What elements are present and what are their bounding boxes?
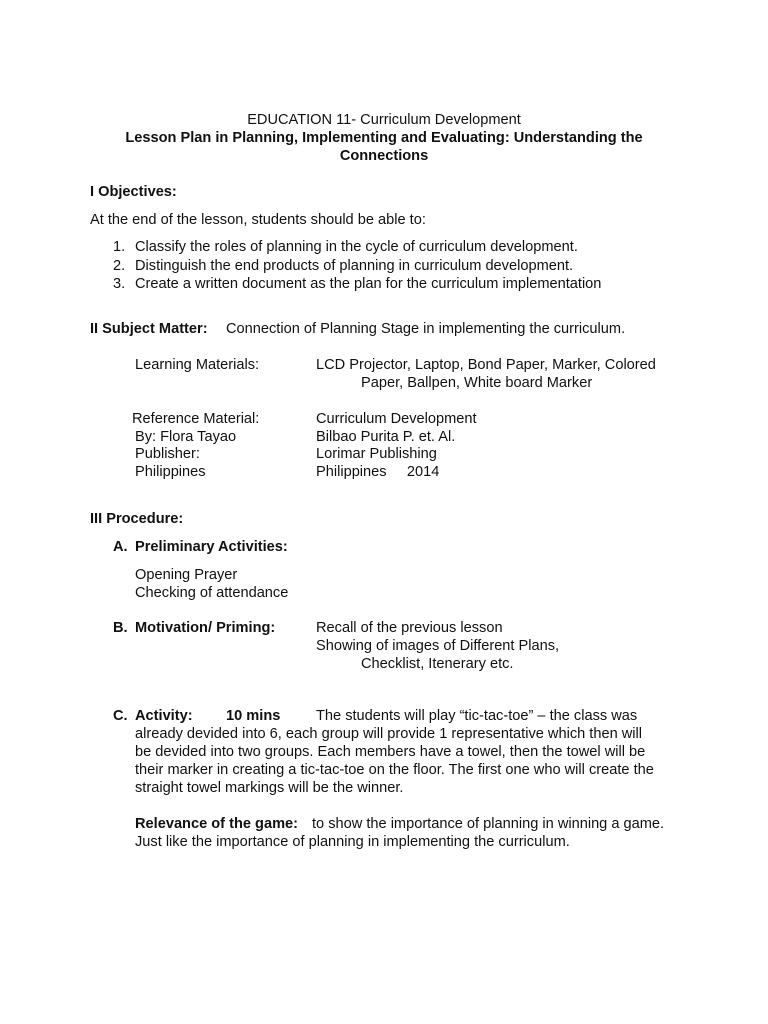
- reference-label: Philippines: [135, 464, 206, 480]
- relevance-text-line2: Just like the importance of planning in implementing the curriculum.: [135, 834, 570, 850]
- objective-item: Create a written document as the plan for the curriculum implementation: [135, 276, 602, 292]
- relevance-label: Relevance of the game:: [135, 816, 299, 832]
- objectives-heading: I Objectives:: [90, 184, 177, 200]
- objective-item: Distinguish the end products of planning in curriculum development.: [135, 258, 574, 274]
- subject-matter-text: Connection of Planning Stage in implementing the curriculum.: [226, 321, 626, 337]
- preliminary-activities-heading: Preliminary Activities:: [135, 539, 288, 555]
- preliminary-item: Checking of attendance: [135, 585, 289, 601]
- section-b-label: B.: [113, 620, 128, 636]
- learning-materials-line1: LCD Projector, Laptop, Bond Paper, Marker, Colored: [316, 357, 656, 373]
- motivation-line1: Recall of the previous lesson: [316, 620, 503, 636]
- motivation-line3: Checklist, Itenerary etc.: [361, 656, 514, 672]
- activity-text-line: already devided into 6, each group will provide 1 representative which then will: [135, 726, 643, 742]
- learning-materials-label: Learning Materials:: [135, 357, 260, 373]
- activity-text-line: be devided into two groups. Each members have a towel, then the towel will be: [135, 744, 646, 760]
- reference-label: Publisher:: [135, 446, 200, 462]
- reference-label: By: Flora Tayao: [135, 429, 237, 445]
- learning-materials-line2: Paper, Ballpen, White board Marker: [361, 375, 593, 391]
- reference-value: Curriculum Development: [316, 411, 477, 427]
- course-title: EDUCATION 11- Curriculum Development: [247, 112, 521, 128]
- activity-duration: 10 mins: [226, 708, 281, 724]
- relevance-text-line1: to show the importance of planning in winning a game.: [312, 816, 665, 832]
- motivation-heading: Motivation/ Priming:: [135, 620, 276, 636]
- reference-label: Reference Material:: [132, 411, 260, 427]
- objective-number: 1.: [113, 239, 126, 255]
- activity-text-line: straight towel markings will be the winner.: [135, 780, 404, 796]
- objectives-intro: At the end of the lesson, students should be able to:: [90, 212, 426, 228]
- activity-heading: Activity:: [135, 708, 193, 724]
- objective-number: 3.: [113, 276, 126, 292]
- section-a-label: A.: [113, 539, 128, 555]
- lesson-title-line1: Lesson Plan in Planning, Implementing and Evaluating: Understanding the: [125, 130, 643, 146]
- subject-matter-heading: II Subject Matter:: [90, 321, 208, 337]
- activity-text-line: their marker in creating a tic-tac-toe on the floor. The first one who will create the: [135, 762, 654, 778]
- activity-text-line1: The students will play “tic-tac-toe” – the class was: [316, 708, 638, 724]
- reference-value: Lorimar Publishing: [316, 446, 437, 462]
- section-c-label: C.: [113, 708, 128, 724]
- reference-value: Philippines 2014: [316, 464, 440, 480]
- objective-item: Classify the roles of planning in the cycle of curriculum development.: [135, 239, 578, 255]
- objective-number: 2.: [113, 258, 126, 274]
- preliminary-item: Opening Prayer: [135, 567, 238, 583]
- reference-value: Bilbao Purita P. et. Al.: [316, 429, 456, 445]
- lesson-title-line2: Connections: [339, 148, 429, 164]
- motivation-line2: Showing of images of Different Plans,: [316, 638, 560, 654]
- procedure-heading: III Procedure:: [90, 511, 184, 527]
